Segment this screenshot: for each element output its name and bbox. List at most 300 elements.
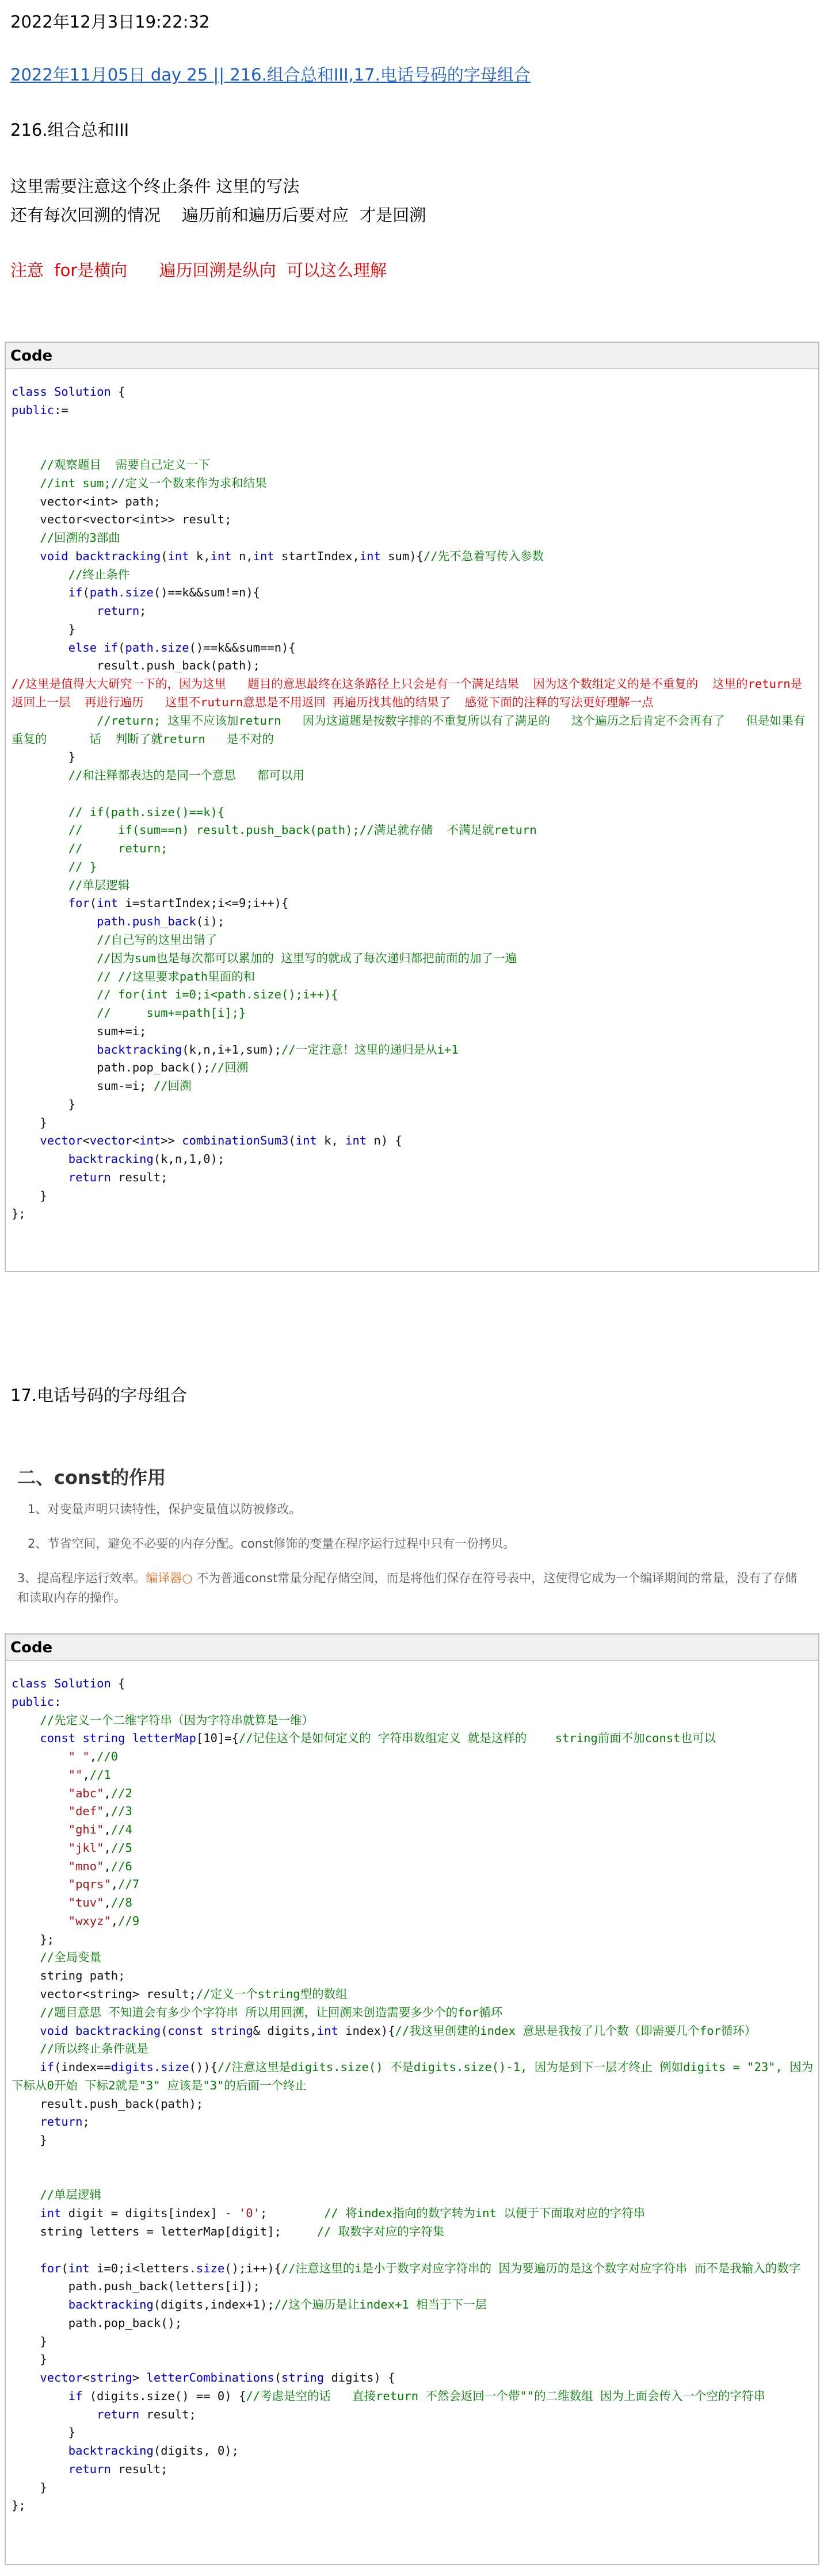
code-token: startIndex,: [274, 549, 360, 563]
code-token: return: [97, 2407, 140, 2421]
code-line: [12, 2040, 814, 2058]
code-token: Solution: [54, 1676, 111, 1690]
code-token: //和注释都表达的是同一个意思 都可以用: [68, 768, 304, 783]
code-line: [12, 2460, 814, 2479]
code-token: ;: [82, 2115, 90, 2129]
code-line: [12, 913, 814, 931]
code-token: }: [12, 2133, 47, 2148]
code-token: [12, 549, 40, 563]
code-line: [12, 1187, 814, 1205]
code-token: Solution: [54, 385, 111, 399]
code-token: string letters = letterMap[digit];: [12, 2224, 317, 2238]
code-token: [12, 2298, 68, 2311]
code-token: };: [12, 1207, 26, 1221]
code-token: if: [68, 2389, 83, 2403]
code-line: [12, 1802, 814, 1821]
code-token: // if(path.size()==k){: [68, 805, 225, 819]
code-token: "wxyz": [68, 1913, 111, 1928]
code-token: ,: [110, 1877, 119, 1892]
code-line: [12, 2260, 814, 2278]
code-token: if: [40, 2060, 55, 2074]
code-token: result.push_back(path);: [12, 2096, 204, 2111]
code-line: [12, 1675, 814, 1693]
code-token: "ghi": [68, 1823, 104, 1837]
code-token: [12, 1731, 40, 1745]
code-token: ,: [104, 1804, 111, 1819]
code-token: // }: [68, 859, 97, 874]
const-item-3-pre: 3、提高程序运行效率。: [17, 1571, 146, 1585]
code-line: [12, 438, 814, 456]
code-token: //回溯的3部曲: [40, 531, 120, 545]
code-token: [12, 2206, 40, 2220]
code-line: [12, 474, 814, 493]
code-token: (: [61, 2261, 68, 2275]
code-token: int: [210, 549, 232, 563]
code-token: vector<string> result;: [12, 1987, 196, 2001]
code-token: result;: [110, 2462, 168, 2476]
code-token: //记住这个是如何定义的 字符串数组定义 就是这样的 string前面不加const也可以: [239, 1731, 716, 1746]
code-token: "tuv": [68, 1896, 104, 1910]
code-line: [12, 1912, 814, 1931]
code-line: [12, 2296, 814, 2314]
code-token: void: [40, 2023, 68, 2038]
code-token: [12, 1006, 97, 1020]
code-token: (: [161, 2023, 168, 2038]
code-token: string path;: [12, 1969, 125, 1983]
const-heading: 二、const的作用: [17, 1467, 166, 1488]
code-line: [12, 1693, 814, 1712]
code-token: //所以终止条件就是: [40, 2042, 149, 2056]
code-token: sum+=i;: [12, 1024, 147, 1038]
code-token: ,: [82, 1767, 90, 1782]
code-token: (: [82, 585, 90, 600]
code-line: [12, 1712, 814, 1730]
code-token: class: [12, 385, 47, 399]
code-line: [12, 657, 814, 675]
code-token: ,: [104, 1840, 111, 1855]
code-line: [12, 2424, 814, 2442]
code-line: [12, 2406, 814, 2424]
code-line: [12, 1023, 814, 1041]
code-token: }: [12, 2425, 76, 2440]
code-token: // for(int i=0;i<path.size();i++){: [97, 987, 338, 1002]
code-token: [68, 549, 75, 563]
code-line: [12, 712, 814, 749]
code-line: [12, 2278, 814, 2296]
code-token: };: [12, 2498, 26, 2513]
code-token: digits.size: [110, 2060, 189, 2074]
code-token: "": [68, 1767, 83, 1782]
code-token: i=startIndex;i<=9;i++){: [118, 896, 289, 910]
code-line: [12, 803, 814, 822]
code-token: ,: [89, 1750, 97, 1764]
code-line: [12, 1748, 814, 1766]
code-token: int: [345, 1134, 367, 1148]
code-line: [12, 1041, 814, 1059]
code-token: sum-=i;: [12, 1079, 154, 1093]
code-token: (: [288, 1134, 296, 1148]
code-token: result.push_back(path);: [12, 659, 260, 673]
code-line: [12, 2095, 814, 2114]
code-token: const: [40, 1731, 76, 1746]
code-token: vector: [89, 1134, 132, 1148]
code-line: [12, 675, 814, 712]
code-line: [12, 1205, 814, 1223]
code-token: [12, 1786, 68, 1800]
code-token: for: [68, 896, 90, 910]
code-token: [12, 1950, 40, 1964]
code-token: string: [281, 2371, 325, 2385]
code-line: [12, 986, 814, 1004]
code-token: backtracking: [68, 2444, 154, 2458]
code-token: //3: [110, 1804, 132, 1819]
code-token: (digits,index+1);: [153, 2298, 274, 2312]
code-token: int: [316, 2023, 338, 2038]
code-token: ,: [104, 1823, 111, 1837]
code-token: digit = digits[index] -: [61, 2206, 239, 2221]
code-token: [12, 805, 68, 819]
code-line: [12, 2022, 814, 2041]
code-token: [12, 878, 68, 892]
code-token: //这里是值得大大研究一下的，因为这里 题目的意思最终在这条路径上只会是有一个满足结果 因为这个数组定义的是不重复的 这里的return是返回上一层 再进行遍历 这里不ruturn意思是不用返回 再遍历找其他的结果了 感觉下面的注释的写法更好理解一点: [12, 677, 803, 710]
code-token: >>: [161, 1134, 182, 1148]
code-token: //先不急着写传入参数: [423, 549, 544, 563]
code-token: };: [12, 1932, 55, 1946]
code-token: [10]={: [196, 1731, 239, 1746]
code-token: [12, 951, 97, 965]
section-title-17: 17.电话号码的字母组合: [10, 1385, 188, 1405]
code-token: //先定义一个二维字符串（因为字符串就算是一维）: [40, 1713, 314, 1727]
code-line: [12, 639, 814, 657]
code-token: //全局变量: [40, 1950, 102, 1965]
code-line: [12, 1858, 814, 1876]
code-line: [12, 767, 814, 785]
code-line: [12, 1985, 814, 2004]
code-token: k,: [316, 1134, 346, 1148]
code-token: [12, 585, 68, 599]
code-token: index){: [338, 2023, 395, 2038]
code-token: //return; 这里不应该加return 因为这道题是按数字排的不重复所以有了满足的 这个遍历之后肯定不会再有了 但是如果有重复的 话 判断了就return 是不对的: [12, 713, 806, 746]
code-token: [12, 1877, 68, 1891]
code-body: [6, 369, 818, 1229]
code-line: [12, 2186, 814, 2204]
code-token: [12, 1043, 97, 1057]
code-token: //终止条件: [68, 567, 130, 581]
code-token: n) {: [367, 1134, 402, 1148]
code-token: // return;: [68, 841, 168, 856]
code-token: ,: [104, 1786, 111, 1800]
code-line: [12, 529, 814, 548]
code-token: }: [12, 2334, 47, 2348]
code-token: path.push_back(letters[i]);: [12, 2279, 260, 2294]
code-token: (index==: [54, 2060, 111, 2074]
code-token: k,: [189, 549, 211, 563]
code-line: [12, 1785, 814, 1803]
code-token: public: [12, 1694, 55, 1709]
code-token: :=: [54, 403, 68, 417]
code-token: [12, 987, 97, 1001]
code-token: //6: [110, 1859, 132, 1873]
code-token: [203, 2024, 210, 2038]
code-token: //我这里创建的index 意思是我按了几个数（即需要几个for循环）: [395, 2023, 757, 2038]
code-token: path.pop_back();: [12, 2315, 182, 2330]
code-token: int: [167, 549, 189, 563]
code-line: [12, 1931, 814, 1949]
code-token: ;: [139, 604, 147, 618]
code-token: string: [82, 1731, 125, 1746]
code-token: "pqrs": [68, 1877, 111, 1892]
code-token: [12, 604, 97, 618]
code-token: (: [118, 640, 125, 654]
code-token: // if(sum==n) result.push_back(path);//满足就存储 不满足就return: [68, 823, 537, 837]
code-token: [47, 385, 54, 399]
code-token: //7: [118, 1877, 140, 1892]
code-token: (: [89, 896, 97, 910]
code-token: [12, 768, 68, 782]
section-title-216: 216.组合总和III: [10, 120, 129, 140]
code-token: vector<vector<int>> result;: [12, 512, 232, 527]
code-line: [12, 894, 814, 913]
code-line: [12, 1949, 814, 1967]
code-token: string: [89, 2371, 132, 2385]
code-label: Code: [6, 1635, 818, 1661]
code-token: int: [359, 549, 381, 563]
code-token: (digits, 0);: [153, 2444, 239, 2458]
timestamp: 2022年12月3日19:22:32: [10, 12, 210, 32]
code-line: [12, 1169, 814, 1187]
code-token: [12, 970, 97, 983]
code-line: [12, 1875, 814, 1894]
code-token: [68, 2024, 75, 2038]
code-line: [12, 456, 814, 474]
code-token: ();i++){: [224, 2261, 282, 2275]
code-token: int: [68, 2261, 90, 2275]
code-token: letterCombinations: [146, 2371, 274, 2385]
code-token: sum){: [380, 549, 424, 563]
code-token: [12, 914, 97, 928]
code-token: [12, 1841, 68, 1855]
code-line: [12, 1821, 814, 1839]
code-line: [12, 2333, 814, 2351]
code-line: [12, 2314, 814, 2333]
code-token: const: [167, 2023, 204, 2038]
code-token: [12, 841, 68, 855]
code-token: (digits.size() == 0) {: [82, 2389, 246, 2403]
code-token: [12, 2005, 40, 2019]
code-token: backtracking: [75, 2023, 161, 2038]
code-line: [12, 1132, 814, 1150]
code-token: path.push_back: [97, 914, 196, 929]
search-icon: ○: [182, 1571, 193, 1585]
code-token: [12, 2060, 40, 2074]
code-token: [47, 1676, 54, 1690]
code-token: path.size: [125, 640, 189, 654]
code-token: return: [97, 604, 140, 618]
code-line: [12, 2204, 814, 2223]
code-line: [12, 2479, 814, 2497]
code-line: [12, 1114, 814, 1132]
code-token: [12, 2407, 97, 2421]
code-token: for: [40, 2261, 62, 2275]
code-body: [6, 1661, 818, 2521]
compiler-link[interactable]: 编译器: [146, 1571, 182, 1585]
code-line: [12, 2223, 814, 2241]
code-token: //定义一个string型的数组: [196, 1987, 348, 2001]
code-line: [12, 1766, 814, 1785]
code-token: //注意这里是digits.size() 不是digits.size()-1, 因为是到下一层才终止 例如digits = "23", 因为下标从0开始 下标2就是"3" 应该是"3"的后面一个终止: [12, 2060, 814, 2092]
code-token: //单层逻辑: [68, 878, 130, 892]
code-token: //int sum;//定义一个数来作为求和结果: [40, 476, 267, 490]
code-token: ,: [104, 1896, 111, 1910]
code-token: i=0;i<letters.: [89, 2261, 196, 2275]
code-token: //9: [118, 1913, 140, 1928]
code-token: return: [68, 1170, 111, 1184]
code-line: [12, 1096, 814, 1114]
code-line: [12, 2004, 814, 2022]
code-token: path.pop_back();: [12, 1061, 211, 1075]
code-token: [12, 1170, 68, 1184]
code-line: [12, 2497, 814, 2515]
code-token: //4: [110, 1823, 132, 1837]
code-token: [12, 2024, 40, 2038]
code-line: [12, 748, 814, 767]
code-token: [12, 476, 40, 490]
code-token: int: [40, 2206, 62, 2221]
code-token: return: [40, 2115, 83, 2129]
code-line: [12, 2113, 814, 2131]
code-token: ;: [260, 2206, 325, 2221]
code-token: ()==k&&sum!=n){: [153, 585, 261, 600]
code-token: }: [12, 2352, 47, 2367]
code-token: [125, 1731, 132, 1745]
code-token: [12, 1914, 68, 1928]
code-token: }: [12, 1188, 47, 1203]
code-token: (k,n,1,0);: [153, 1152, 225, 1166]
note-termination: 这里需要注意这个终止条件 这里的写法: [10, 177, 300, 196]
code-token: [12, 860, 68, 874]
code-token: ,: [110, 1913, 119, 1928]
code-line: [12, 420, 814, 438]
code-token: //注意这里的i是小于数字对应字符串的 因为要遍历的是这个数字对应字符串 而不是我输入的数字: [281, 2261, 801, 2275]
code-line: [12, 876, 814, 895]
code-token: //2: [110, 1786, 132, 1800]
code-token: return: [68, 2462, 111, 2476]
code-line: [12, 1729, 814, 1748]
code-token: int: [139, 1134, 161, 1148]
code-token: //5: [110, 1840, 132, 1855]
code-token: vector: [40, 1134, 83, 1148]
code-line: [12, 2131, 814, 2150]
code-token: [12, 2042, 40, 2056]
code-token: {: [110, 1676, 125, 1690]
code-token: combinationSum3: [182, 1134, 289, 1148]
code-token: //一定注意！这里的递归是从i+1: [281, 1042, 459, 1057]
code-token: >: [132, 2371, 147, 2385]
code-token: //自己写的这里出错了: [97, 932, 218, 947]
code-token: int: [97, 896, 119, 910]
code-token: <: [82, 1134, 90, 1148]
code-line: [12, 1059, 814, 1077]
code-line: [12, 621, 814, 639]
code-token: ()){: [189, 2060, 218, 2074]
const-item-3: [17, 1569, 800, 1607]
code-token: //因为sum也是每次都可以累加的 这里写的就成了每次递归都把前面的加了一遍: [97, 951, 517, 965]
code-token: // 取数字对应的字符集: [316, 2224, 445, 2238]
code-token: }: [12, 622, 76, 636]
code-line: [12, 968, 814, 986]
const-item-2: 2、节省空间，避免不必要的内存分配。const修饰的变量在程序运行过程中只有一份拷贝。: [28, 1537, 516, 1551]
code-token: // //这里要求path里面的和: [97, 969, 255, 983]
code-token: (: [274, 2371, 282, 2385]
code-token: [12, 1823, 68, 1836]
code-token: [12, 714, 97, 728]
code-line: [12, 1150, 814, 1169]
code-token: }: [12, 750, 76, 764]
code-token: [12, 2371, 40, 2384]
code-token: [12, 1804, 68, 1818]
code-token: '0': [238, 2206, 260, 2221]
code-token: [12, 1896, 68, 1909]
code-token: & digits,: [253, 2023, 317, 2038]
code-token: [12, 896, 68, 910]
code-line: [12, 2168, 814, 2187]
code-token: [12, 2444, 68, 2458]
code-line: [12, 931, 814, 950]
code-token: [12, 1768, 68, 1782]
code-line: [12, 2442, 814, 2460]
code-token: <: [132, 1134, 140, 1148]
const-item-3-post: 不为普通const常量分配存储空间，而是将他们保存在符号表中，这使得它成为一个编译期间的常量，没有了存储和读取内存的操作。: [17, 1571, 798, 1605]
reference-link[interactable]: 2022年11月05日 day 25 || 216.组合总和III,17.电话号码的字母组合: [10, 65, 531, 85]
code-token: [12, 2389, 68, 2403]
code-token: }: [12, 2480, 47, 2494]
code-token: [12, 823, 68, 837]
code-token: //8: [110, 1896, 132, 1910]
code-token: [12, 2261, 40, 2275]
code-token: " ": [68, 1750, 90, 1764]
code-token: <: [82, 2371, 90, 2385]
code-token: [12, 2188, 40, 2202]
code-line: [12, 511, 814, 529]
code-token: [12, 2115, 40, 2129]
code-line: [12, 1839, 814, 1858]
code-line: [12, 566, 814, 584]
code-token: [12, 458, 40, 472]
code-token: void: [40, 549, 68, 563]
code-token: int: [253, 549, 274, 563]
code-token: //0: [97, 1750, 119, 1764]
note-for-loop: 注意 for是横向 遍历回溯是纵向 可以这么理解: [10, 261, 387, 280]
code-token: //1: [89, 1767, 111, 1782]
code-token: [75, 1731, 82, 1745]
code-token: [12, 1152, 68, 1166]
code-token: "mno": [68, 1859, 104, 1873]
code-line: [12, 2369, 814, 2387]
code-line: [12, 785, 814, 803]
code-token: vector<int> path;: [12, 494, 161, 508]
code-token: else if: [68, 640, 119, 654]
code-token: // 将index指向的数字转为int 以便于下面取对应的字符串: [324, 2206, 646, 2221]
code-token: size: [196, 2261, 225, 2275]
code-line: [12, 950, 814, 968]
code-line: [12, 821, 814, 840]
code-token: ()==k&&sum==n){: [189, 640, 296, 654]
code-token: [12, 2462, 68, 2476]
code-label: Code: [6, 343, 818, 369]
code-token: [12, 641, 68, 654]
code-token: :: [54, 1694, 62, 1709]
code-token: [12, 1134, 40, 1147]
